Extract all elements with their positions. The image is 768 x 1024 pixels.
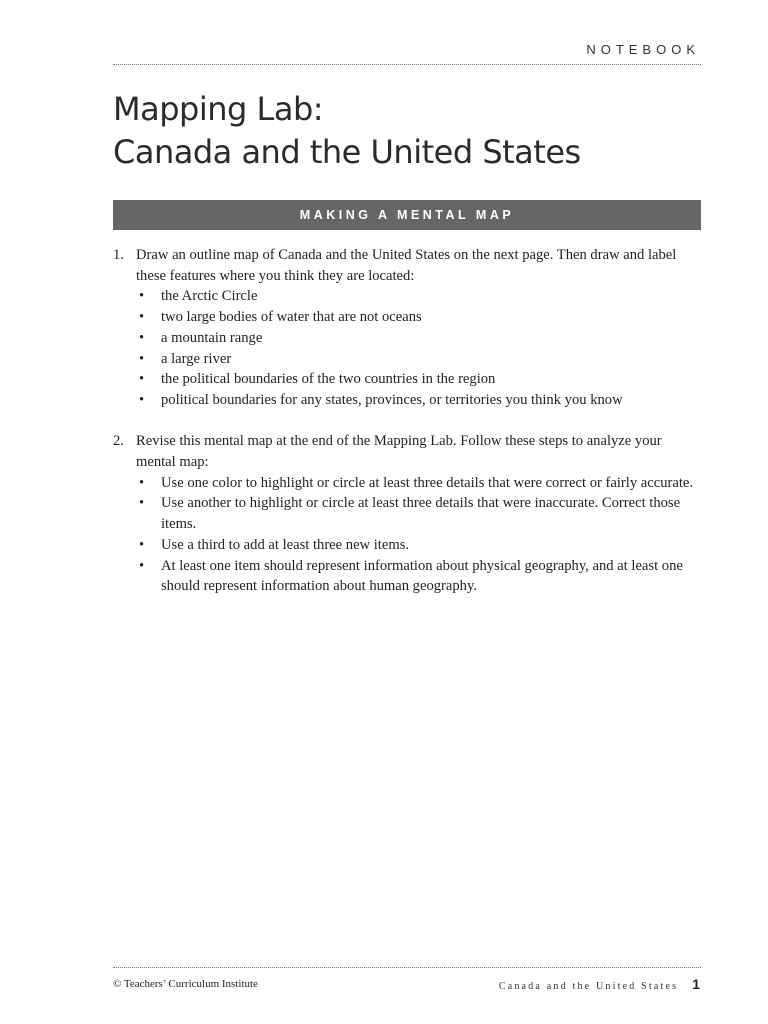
bullet-item: • the Arctic Circle [136,286,703,307]
bullet-item: • At least one item should represent information about physical geography, and at least one should represent information about human geography. [136,556,703,597]
step-number: 1. [113,247,124,263]
step-2-bullets [136,473,703,597]
step-text: Draw an outline map of Canada and the United States on the next page. Then draw and label these features where you think they are located: [136,247,677,284]
step-number: 2. [113,433,124,450]
footer-copyright: © Teachers’ Curriculum Institute [113,978,258,990]
bullet-item: • Use another to highlight or circle at least three details that were inaccurate. Correct those items. [136,493,703,534]
page-number: 1 [692,976,700,992]
step-1 [113,245,703,411]
footer-divider [113,967,701,968]
bullet-item: • a large river [136,349,703,370]
header-divider [113,64,701,65]
section-heading-bar [113,200,701,230]
bullet-item: • a mountain range [136,328,703,349]
footer-right [499,976,700,992]
page-title [113,88,581,174]
bullet-item: • political boundaries for any states, provinces, or territories you think you know [136,390,703,411]
page-title-line-2: Canada and the United States [113,133,581,171]
step-1-bullets [136,286,703,410]
bullet-item: • Use a third to add at least three new items. [136,535,703,556]
footer-book-title: Canada and the United States [498,981,679,992]
bullet-item: • Use one color to highlight or circle at least three details that were correct or fairly accurate. [136,473,703,494]
instructions-list [113,245,703,597]
bullet-item: • the political boundaries of the two countries in the region [136,369,703,390]
step-2 [113,431,703,597]
notebook-label: NOTEBOOK [586,42,700,57]
step-text: Revise this mental map at the end of the Mapping Lab. Follow these steps to analyze your mental map: [136,433,662,471]
bullet-item: • two large bodies of water that are not oceans [136,307,703,328]
page-title-line-1: Mapping Lab: [113,90,324,128]
section-heading: MAKING A MENTAL MAP [299,208,515,222]
